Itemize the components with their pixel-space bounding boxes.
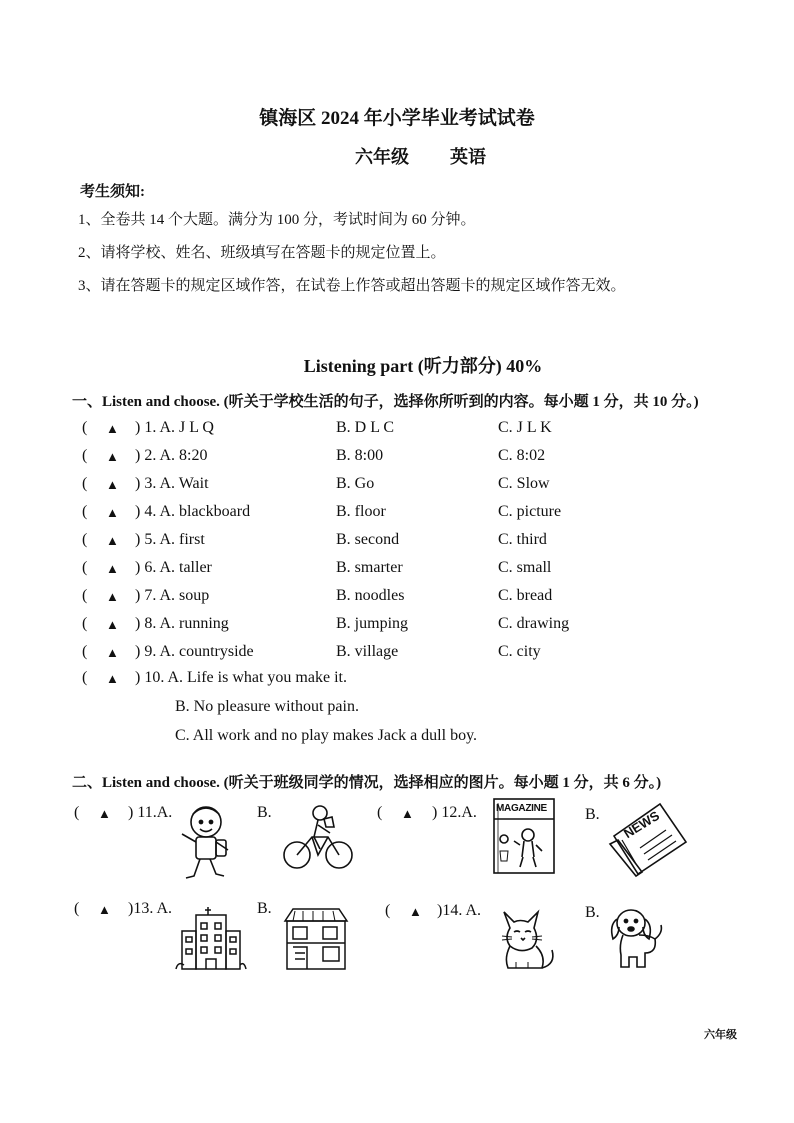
question-option-a: ) 5. A. first xyxy=(135,531,205,548)
answer-paren: ( xyxy=(82,643,88,660)
question-option-c: C. small xyxy=(498,559,552,576)
subject-label: 英语 xyxy=(450,147,486,167)
q14-label: )14. A. xyxy=(437,902,481,919)
question-option-c: C. picture xyxy=(498,503,562,520)
question-option-a: ) 4. A. blackboard xyxy=(135,503,251,520)
triangle-marker: ▲ xyxy=(106,671,119,686)
triangle-marker: ▲ xyxy=(106,477,119,492)
section1-heading: 一、Listen and choose. (听关于学校生活的句子，选择你所听到的内容。每小题 1 分，共 10 分。) xyxy=(72,394,699,410)
question-option-c: C. city xyxy=(498,643,541,660)
question-option-a: ) 2. A. 8:20 xyxy=(135,447,208,464)
q10-option-b: B. No pleasure without pain. xyxy=(175,698,359,715)
triangle-marker: ▲ xyxy=(98,806,111,821)
q11-label: ) 11.A. xyxy=(128,804,173,821)
boy-waving-image xyxy=(176,800,238,884)
question-option-b: B. Go xyxy=(336,475,375,492)
exam-title: 镇海区 2024 年小学毕业考试试卷 xyxy=(259,108,535,129)
footer-grade: 六年级 xyxy=(704,1029,737,1041)
question-option-a: ) 1. A. J L Q xyxy=(135,419,214,436)
triangle-marker: ▲ xyxy=(106,645,119,660)
newspaper-image xyxy=(608,800,690,878)
answer-paren: ( xyxy=(82,587,88,604)
q11-option-b-label: B. xyxy=(257,804,272,821)
notice-item-1: 1、全卷共 14 个大题。满分为 100 分，考试时间为 60 分钟。 xyxy=(78,212,476,228)
boy-cycling-image xyxy=(282,803,354,871)
question-option-c: C. J L K xyxy=(498,419,552,436)
question-option-a: ) 3. A. Wait xyxy=(135,475,209,492)
triangle-marker: ▲ xyxy=(106,533,119,548)
question-option-b: B. floor xyxy=(336,503,386,520)
listening-part-title: Listening part (听力部分) 40% xyxy=(303,356,543,376)
dog-image xyxy=(605,905,667,971)
answer-paren: ( xyxy=(74,804,80,821)
triangle-marker: ▲ xyxy=(106,449,119,464)
answer-paren: ( xyxy=(82,669,88,686)
triangle-marker: ▲ xyxy=(106,589,119,604)
triangle-marker: ▲ xyxy=(106,505,119,520)
shop-building-image xyxy=(283,907,349,971)
answer-paren: ( xyxy=(82,419,88,436)
q10-option-c: C. All work and no play makes Jack a dull boy. xyxy=(175,727,478,744)
question-option-a: ) 9. A. countryside xyxy=(135,643,254,660)
question-option-b: B. second xyxy=(336,531,400,548)
magazine-image xyxy=(490,795,560,877)
triangle-marker: ▲ xyxy=(409,904,422,919)
question-option-c: C. Slow xyxy=(498,475,550,492)
answer-paren: ( xyxy=(82,447,88,464)
question-option-a: ) 6. A. taller xyxy=(135,559,212,576)
notice-item-2: 2、请将学校、姓名、班级填写在答题卡的规定位置上。 xyxy=(78,245,446,261)
answer-paren: ( xyxy=(82,475,88,492)
question-option-a: ) 8. A. running xyxy=(135,615,229,632)
notice-heading: 考生须知: xyxy=(80,184,145,200)
triangle-marker: ▲ xyxy=(106,617,119,632)
question-option-a: ) 7. A. soup xyxy=(135,587,210,604)
question-option-b: B. village xyxy=(336,643,399,660)
question-option-b: B. D L C xyxy=(336,419,395,436)
triangle-marker: ▲ xyxy=(98,902,111,917)
question-option-b: B. noodles xyxy=(336,587,405,604)
magazine-title-text: MAGAZINE xyxy=(496,803,547,814)
answer-paren: ( xyxy=(82,531,88,548)
q14-option-b-label: B. xyxy=(585,904,600,921)
notice-item-3: 3、请在答题卡的规定区域作答，在试卷上作答或超出答题卡的规定区域作答无效。 xyxy=(78,278,626,294)
answer-paren: ( xyxy=(385,902,391,919)
answer-paren: ( xyxy=(74,900,80,917)
question-option-c: C. third xyxy=(498,531,547,548)
question-option-c: C. 8:02 xyxy=(498,447,546,464)
q10-option-a: ) 10. A. Life is what you make it. xyxy=(135,669,347,686)
answer-paren: ( xyxy=(377,804,383,821)
answer-paren: ( xyxy=(82,503,88,520)
answer-paren: ( xyxy=(82,559,88,576)
q13-label: )13. A. xyxy=(128,900,172,917)
hospital-building-image xyxy=(174,905,248,971)
cat-image xyxy=(494,904,560,972)
question-option-c: C. bread xyxy=(498,587,553,604)
q12-option-b-label: B. xyxy=(585,806,600,823)
triangle-marker: ▲ xyxy=(401,806,414,821)
question-option-b: B. jumping xyxy=(336,615,409,632)
answer-paren: ( xyxy=(82,615,88,632)
section2-heading: 二、Listen and choose. (听关于班级同学的情况，选择相应的图片。每小题 1 分，共 6 分。) xyxy=(72,775,662,791)
grade-label: 六年级 xyxy=(355,147,409,167)
triangle-marker: ▲ xyxy=(106,561,119,576)
question-option-b: B. smarter xyxy=(336,559,403,576)
q12-label: ) 12.A. xyxy=(432,804,477,821)
question-option-b: B. 8:00 xyxy=(336,447,384,464)
triangle-marker: ▲ xyxy=(106,421,119,436)
question-option-c: C. drawing xyxy=(498,615,570,632)
q13-option-b-label: B. xyxy=(257,900,272,917)
news-headline-text: NEWS xyxy=(620,807,663,842)
